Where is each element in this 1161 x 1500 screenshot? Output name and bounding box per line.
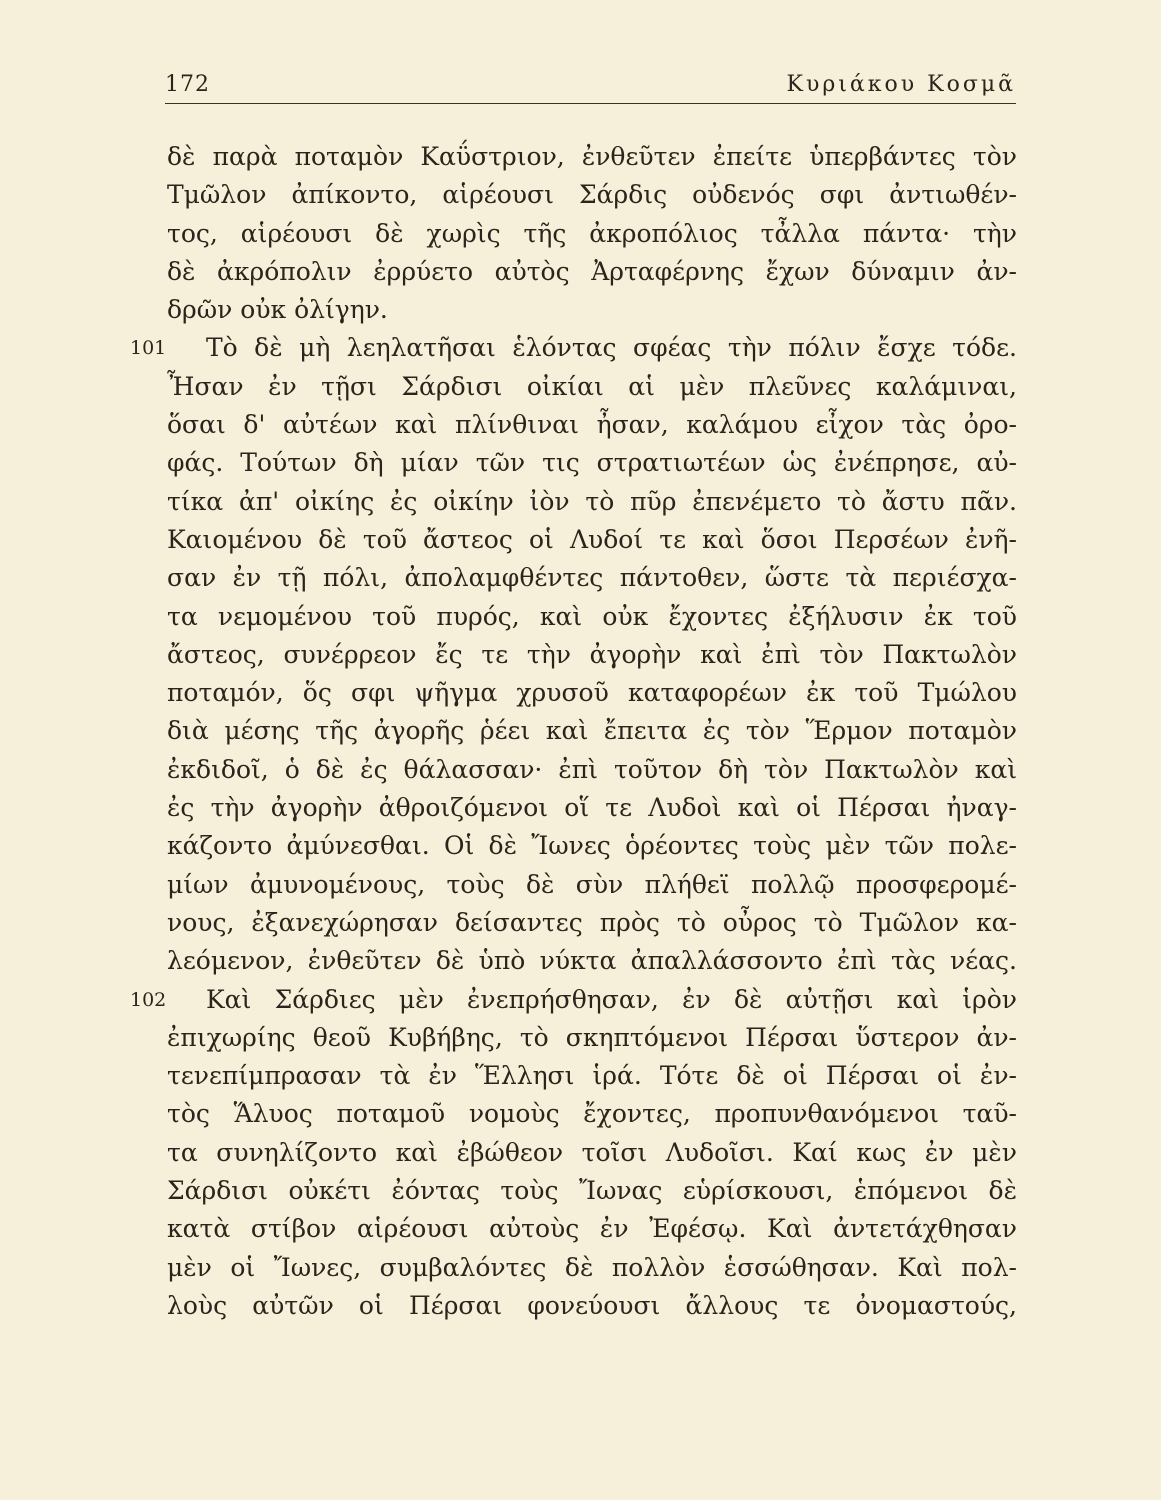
text-line: 102 Καὶ Σάρδιες μὲν ἐνεπρήσθησαν, ἐν δὲ αὐτῇσι καὶ ἱρὸν xyxy=(167,981,1017,1019)
text-line: δὲ ἀκρόπολιν ἐρρύετο αὐτὸς Ἀρταφέρνης ἔχων δύναμιν ἀν- xyxy=(167,256,1017,286)
text-line: λοὺς αὐτῶν οἱ Πέρσαι φονεύουσι ἄλλους τε ὀνομαστούς, xyxy=(167,1290,1017,1320)
text-line: τος, αἱρέουσι δὲ χωρὶς τῆς ἀκροπόλιος τἆλλα πάντα· τὴν xyxy=(167,218,1017,248)
text-line: ἄστεος, συνέρρεον ἔς τε τὴν ἀγορὴν καὶ ἐπὶ τὸν Πακτωλὸν xyxy=(167,639,1017,669)
section-number-101: 101 xyxy=(130,337,167,360)
text-line: τα νεμομένου τοῦ πυρός, καὶ οὐκ ἔχοντες ἐξήλυσιν ἐκ τοῦ xyxy=(167,601,1017,631)
text-line: τὸς Ἅλυος ποταμοῦ νομοὺς ἔχοντες, προπυνθανόμενοι ταῦ- xyxy=(167,1099,1017,1129)
text-line: διὰ μέσης τῆς ἀγορῆς ῥέει καὶ ἔπειτα ἐς τὸν Ἕρμον ποταμὸν xyxy=(167,716,1017,746)
text-line: μὲν οἱ Ἴωνες, συμβαλόντες δὲ πολλὸν ἑσσώθησαν. Καὶ πολ- xyxy=(167,1252,1017,1282)
text-line: τίκα ἀπ' οἰκίης ἐς οἰκίην ἰὸν τὸ πῦρ ἐπενέμετο τὸ ἄστυ πᾶν. xyxy=(167,486,1017,516)
text-line: τενεπίμπρασαν τὰ ἐν Ἕλλησι ἱρά. Τότε δὲ οἱ Πέρσαι οἱ ἐν- xyxy=(167,1061,1017,1091)
text-line: κατὰ στίβον αἱρέουσι αὐτοὺς ἐν Ἐφέσῳ. Καὶ ἀντετάχθησαν xyxy=(167,1214,1017,1244)
text-line: 101 Τὸ δὲ μὴ λεηλατῆσαι ἑλόντας σφέας τὴν πόλιν ἔσχε τόδε. xyxy=(167,329,1017,367)
text-line: μίων ἀμυνομένους, τοὺς δὲ σὺν πλήθεϊ πολλῷ προσφερομέ- xyxy=(167,869,1017,899)
text-line: Σάρδισι οὐκέτι ἐόντας τοὺς Ἴωνας εὑρίσκουσι, ἑπόμενοι δὲ xyxy=(167,1176,1017,1206)
running-head xyxy=(165,64,1016,104)
text-line: νους, ἐξανεχώρησαν δείσαντες πρὸς τὸ οὖρος τὸ Τμῶλον κα- xyxy=(167,907,1017,937)
text-line: ἐκδιδοῖ, ὁ δὲ ἐς θάλασσαν· ἐπὶ τοῦτον δὴ τὸν Πακτωλὸν καὶ xyxy=(167,754,1017,784)
text-line: κάζοντο ἀμύνεσθαι. Οἱ δὲ Ἴωνες ὁρέοντες τοὺς μὲν τῶν πολε- xyxy=(167,831,1017,861)
section-number-102: 102 xyxy=(130,988,167,1011)
page-number: 172 xyxy=(165,72,210,97)
greek-text-body xyxy=(130,138,1017,1325)
text-line: Τμῶλον ἀπίκοντο, αἱρέουσι Σάρδις οὐδενός σφι ἀντιωθέν- xyxy=(167,180,1017,210)
text-line: φάς. Τούτων δὴ μίαν τῶν τις στρατιωτέων ὡς ἐνέπρησε, αὐ- xyxy=(167,448,1017,478)
text-line: ὅσαι δ' αὐτέων καὶ πλίνθιναι ἦσαν, καλάμου εἶχον τὰς ὀρο- xyxy=(167,410,1017,440)
text-line: λεόμενον, ἐνθεῦτεν δὲ ὑπὸ νύκτα ἀπαλλάσσοντο ἐπὶ τὰς νέας. xyxy=(167,946,1017,976)
text-line: δρῶν οὐκ ὀλίγην. xyxy=(167,295,388,325)
text-line: Καιομένου δὲ τοῦ ἄστεος οἱ Λυδοί τε καὶ ὅσοι Περσέων ἐνῆ- xyxy=(167,524,1017,554)
text-line: ἐπιχωρίης θεοῦ Κυβήβης, τὸ σκηπτόμενοι Πέρσαι ὕστερον ἀν- xyxy=(167,1022,1017,1052)
running-title: Κυριάκου Κοσμᾶ xyxy=(786,72,1016,97)
header-rule xyxy=(165,103,1016,104)
text-line: ποταμόν, ὅς σφι ψῆγμα χρυσοῦ καταφορέων ἐκ τοῦ Τμώλου xyxy=(167,678,1017,708)
text-line: τα συνηλίζοντο καὶ ἐβώθεον τοῖσι Λυδοῖσι. Καί κως ἐν μὲν xyxy=(167,1137,1017,1167)
text-line: ἐς τὴν ἀγορὴν ἀθροιζόμενοι οἵ τε Λυδοὶ καὶ οἱ Πέρσαι ἠναγ- xyxy=(167,793,1017,823)
text-line: δὲ παρὰ ποταμὸν Καΰστριον, ἐνθεῦτεν ἐπείτε ὑπερβάντες τὸν xyxy=(167,142,1017,171)
text-line: Ἦσαν ἐν τῇσι Σάρδισι οἰκίαι αἱ μὲν πλεῦνες καλάμιναι, xyxy=(167,371,1017,401)
text-line: σαν ἐν τῇ πόλι, ἀπολαμφθέντες πάντοθεν, ὥστε τὰ περιέσχα- xyxy=(167,563,1017,593)
